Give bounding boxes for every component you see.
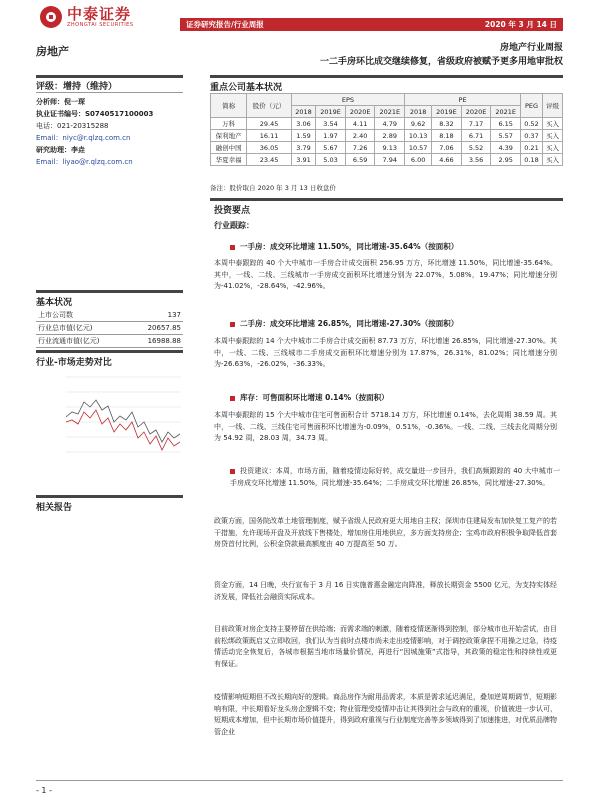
para-policy: 政策方面，国务院改革土地管理制度，赋予省级人民政府更大用地自主权；深圳市住建局发布加快复工复产的若干措施，允许现场开盘及开放线下售楼处，增加房住用地供应，多方面支持房企；宝鸡市政府积极争取降低首套房贷首付比例，公积金贷款最高额度由 40 万提高至 50 万。 xyxy=(214,517,557,548)
tracking-heading: 行业跟踪： xyxy=(214,221,254,230)
para-long-term: 疫情影响短期但不改长期向好的逻辑。商品房作为耐用品需求，本质是需求延迟满足，叠加逆周期调节，短期影响有限，中长期看好龙头房企逻辑不变；物业管理受疫情冲击让其得到社会与政府的重视，价值被进一步认可，短期成本增加，但中长期市场价值提升，得到政府重视与行业制度完善等多领域得到了加速推进，对优质品牌物管企业 xyxy=(214,693,557,736)
basic-rule xyxy=(36,290,183,293)
sector-name: 房地产 xyxy=(36,45,69,58)
para-inventory: 本周中泰跟踪的 15 个大中城市住宅可售面积合计 5718.14 万方，环比增速 0.14%，去化周期 38.59 周。其中，一线、二线、三线住宅可售面积环比增速为-0.09%，0.51%，-0.36%。一线、二线、三线去化周期分别为 54.92 周，28.03 周，34.73 周。 xyxy=(214,411,557,442)
basic-row: 行业流通市值(亿元) 16988.88 xyxy=(36,335,183,348)
companies-rule xyxy=(210,75,563,78)
para-outlook: 目前政策对房企支持主要停留在供给端；而需求端的刺激，随着疫情逐渐得到控制，部分城市也开始尝试，由目前松绑政策既启又立即收回，我们认为当前时点楼市尚未走出疫情影响，对于调控政策拿捏不用操之过急，待疫情活动完全恢复后，各城市根据当地市场量价情况，再进行“因城施策”式指导，其政策的稳定性和持续性或更有保证。 xyxy=(214,625,557,668)
para-investment-advice: 投资建议：本周，市场方面，随着疫情边际好转，成交量进一步回升，我们高频跟踪的 40 大中城市一手房成交环比增速 11.50%，同比增速-35.64%；二手房成交环比增速 26.85%，同比增速-27.30%。 xyxy=(230,467,560,487)
report-header-bar xyxy=(180,18,563,31)
bullet-square-icon xyxy=(230,245,235,250)
table-header-row: 简称 股价（元） EPS PE PEG 评级 xyxy=(211,94,563,106)
para-new-homes: 本周中泰跟踪的 40 个大中城市一手房合计成交面积 256.95 万方，环比增速 11.50%，同比增速-35.64%。其中，一线、二线、三线城市一手房成交面积环比增速分别为 22.07%，5.08%，19.47%；同比增速分别为-41.02%，-28.64%，-42.96%。 xyxy=(214,259,557,290)
license-number: 执业证书编号：S0740517100003 xyxy=(36,110,154,118)
bullet-square-icon xyxy=(230,396,235,401)
sidebar-top-rule xyxy=(36,75,183,78)
assistant-name: 研究助理：李垚 xyxy=(36,146,85,154)
chart-grid xyxy=(66,377,181,452)
basic-row: 行业总市值(亿元) 20657.85 xyxy=(36,322,183,335)
market-line xyxy=(66,400,180,442)
page-number: - 1 - xyxy=(36,786,52,795)
rating-divider xyxy=(36,92,183,93)
basic-title: 基本状况 xyxy=(36,298,73,308)
logo-emblem-icon xyxy=(40,6,62,28)
trend-chart xyxy=(56,372,186,470)
table-row: 万科 29.45 3.06 3.54 4.11 4.79 9.62 8.32 7.17 6.15 0.52 买入 xyxy=(211,118,563,130)
basic-table xyxy=(36,309,183,348)
table-row: 华夏幸福 23.45 3.91 5.03 6.59 7.94 6.00 4.66 3.56 2.95 0.18 买入 xyxy=(211,154,563,166)
invest-title: 投资要点 xyxy=(214,206,251,216)
companies-title: 重点公司基本状况 xyxy=(210,83,283,93)
trend-chart-title: 行业-市场走势对比 xyxy=(36,358,112,368)
table-row: 融创中国 36.05 3.79 5.67 7.26 9.13 10.57 7.06 5.52 4.39 0.21 买入 xyxy=(211,142,563,154)
para-funding: 资金方面，14 日晚，央行宣布于 3 月 16 日实施普惠金融定向降准，释放长期资金 5500 亿元，为支持实体经济发展，降低社会融资实际成本。 xyxy=(214,581,557,601)
analyst-info xyxy=(36,96,183,168)
assistant-email[interactable]: Email：liyao@r.qlzq.com.cn xyxy=(36,158,133,166)
table-year-row: 2018 2019E 2020E 2021E 2018 2019E 2020E 2021E xyxy=(211,106,563,118)
related-rule xyxy=(36,495,183,498)
report-date: 2020 年 3 月 14 日 xyxy=(484,20,557,29)
sector-line xyxy=(66,410,180,450)
analyst-name: 分析师：倪一琛 xyxy=(36,98,85,106)
chart-rule xyxy=(36,350,183,353)
bullet-new-homes: 一手房：成交环比增速 11.50%，同比增速-35.64%（按面积） xyxy=(230,241,560,252)
bullet-resale: 二手房：成交环比增速 26.85%，同比增速-27.30%（按面积） xyxy=(230,318,560,329)
brand-name-en: ZHONGTAI SECURITIES xyxy=(67,21,134,28)
related-reports-title: 相关报告 xyxy=(36,503,73,513)
price-note: 备注：股价取自 2020 年 3 月 13 日收盘价 xyxy=(210,184,336,192)
brand-name-cn: 中泰证券 xyxy=(67,4,132,23)
rating: 评级：增持（维持） xyxy=(36,82,118,92)
bullet-square-icon xyxy=(230,322,235,327)
basic-row: 上市公司数 137 xyxy=(36,309,183,322)
report-title: 房地产行业周报 xyxy=(499,43,563,53)
table-row: 保利地产 16.11 1.59 1.97 2.40 2.89 10.13 8.18 6.71 5.57 0.37 买入 xyxy=(211,130,563,142)
bullet-square-icon xyxy=(230,469,235,474)
invest-rule xyxy=(210,198,563,201)
footer-rule xyxy=(36,780,563,781)
analyst-email[interactable]: Email：niyc@r.qlzq.com.cn xyxy=(36,134,131,142)
analyst-phone: 电话：021-20315288 xyxy=(36,122,109,130)
report-type: 证券研究报告/行业周报 xyxy=(186,20,264,29)
bullet-inventory: 库存：可售面积环比增速 0.14%（按面积） xyxy=(230,392,560,403)
key-companies-table xyxy=(210,93,563,166)
company-logo xyxy=(40,6,134,28)
report-subtitle: 一二手房环比成交继续修复，省级政府被赋予更多用地审批权 xyxy=(319,57,563,67)
para-resale: 本周中泰跟踪的 14 个大中城市二手房合计成交面积 87.73 万方，环比增速 26.85%，同比增速-27.30%。其中，一线、二线、三线城市二手房成交面积环比增速分别为 17.87%，26.31%，81.02%；同比增速分别为-26.63%，-26.02%，-36.33%。 xyxy=(214,337,557,368)
